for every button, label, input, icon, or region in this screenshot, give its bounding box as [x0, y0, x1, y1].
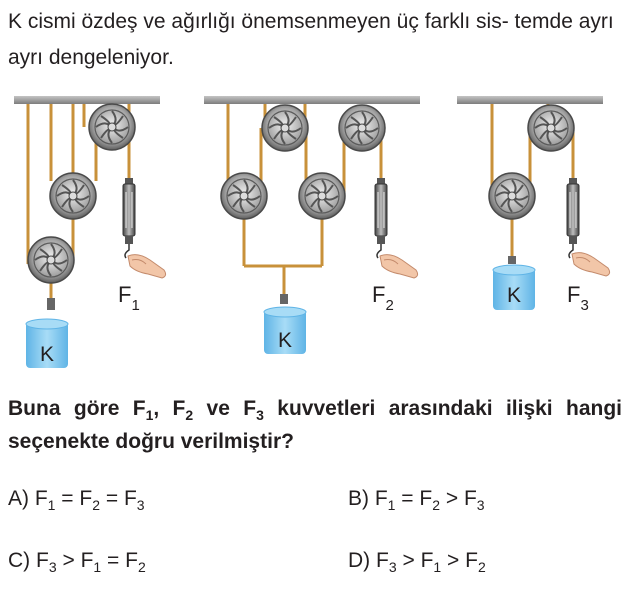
pulley-icon	[262, 105, 308, 151]
pulley-icon	[221, 173, 267, 219]
option-c[interactable]: C) $F_3 > F_1 = F_2$	[8, 549, 146, 575]
mass-k-1	[26, 319, 68, 368]
pulley-icon	[489, 173, 535, 219]
option-b[interactable]: B) $F_1 = F_2 > F_3$	[348, 487, 485, 513]
system-3	[457, 96, 610, 314]
pulley-icon	[89, 104, 135, 150]
spring-scale-icon	[567, 178, 579, 258]
hand-icon	[380, 255, 418, 278]
force-label-f1: $F_1$	[118, 282, 140, 314]
system-2	[204, 96, 420, 354]
mass-label: K	[506, 284, 522, 307]
mass-k-2	[264, 307, 306, 354]
spring-scale-icon	[123, 178, 135, 258]
pulley-icon	[299, 173, 345, 219]
spring-scale-icon	[375, 178, 387, 258]
pulley-icon	[528, 105, 574, 151]
mass-k-3	[493, 265, 535, 310]
mass-label: K	[39, 343, 55, 366]
option-d[interactable]: D) $F_3 > F_1 > F_2$	[348, 549, 486, 575]
intro-text: K cismi özdeş ve ağırlığı önemsenmeyen üç farklı sis- temde ayrı ayrı dengeleniyor.	[8, 10, 614, 69]
force-label-f3: $F_3$	[567, 282, 589, 314]
mass-label: K	[277, 329, 293, 352]
force-label-f2: $F_2$	[372, 282, 394, 314]
pulley-icon	[339, 105, 385, 151]
system-1	[14, 96, 166, 368]
ceiling-3	[457, 96, 603, 104]
pulley-icon	[28, 237, 74, 283]
question-text: Buna göre $F_1$, $F_2$ ve $F_3$ kuvvetleri arasındaki ilişki hangi seçenekte doğru verilmiştir?	[8, 397, 622, 453]
ceiling-2	[204, 96, 420, 104]
pulley-systems-figure	[0, 88, 632, 378]
hand-icon	[128, 255, 166, 278]
hand-icon	[572, 253, 610, 276]
ceiling-1	[14, 96, 160, 104]
option-a[interactable]: A) $F_1 = F_2 = F_3$	[8, 487, 145, 513]
pulley-icon	[50, 173, 96, 219]
